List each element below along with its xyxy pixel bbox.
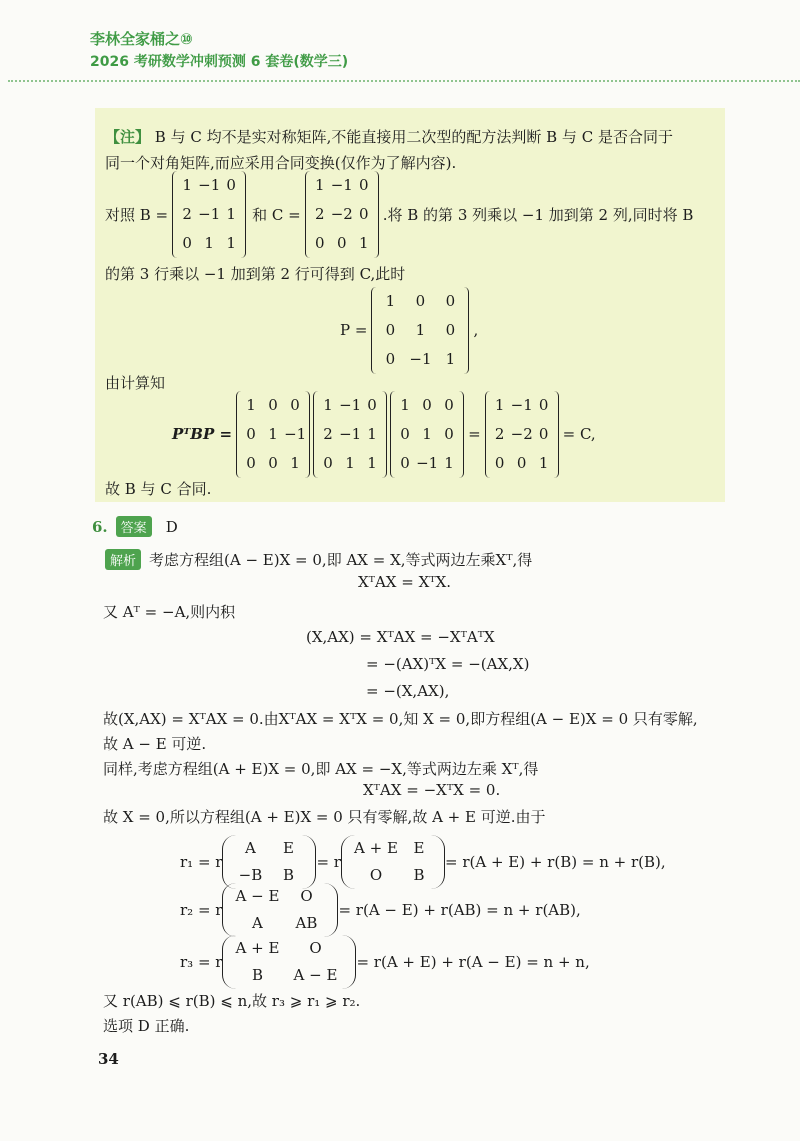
eq-2c: = −(X,AX), xyxy=(366,682,450,700)
matrix-p-cell: 1 xyxy=(385,291,396,310)
analysis-text-3: 故(X,AX) = XᵀAX = 0.由XᵀAX = XᵀX = 0,知 X = 0,即方程组(A − E)X = 0 只有零解, xyxy=(103,710,698,728)
page-number: 34 xyxy=(98,1050,119,1068)
block-cell: −B xyxy=(238,866,263,884)
matrix-p2-cell: 0 xyxy=(422,395,432,414)
matrix-p-cell: 0 xyxy=(385,349,396,368)
matrix-c-cell: −1 xyxy=(330,175,353,194)
and-c-label: 和 C = xyxy=(252,205,301,224)
matrix-p-cell: 0 xyxy=(415,291,426,310)
r3-line xyxy=(180,932,590,992)
analysis-text-5: 同样,考虑方程组(A + E)X = 0,即 AX = −X,等式两边左乘 Xᵀ,得 xyxy=(103,760,539,778)
eq-1: XᵀAX = XᵀX. xyxy=(358,573,452,591)
matrix-p-cell: 1 xyxy=(445,349,456,368)
note-line-1 xyxy=(105,126,673,147)
note-conclusion: 故 B 与 C 合同. xyxy=(105,480,212,498)
matrix-p-cell: 0 xyxy=(445,291,456,310)
block-cell: AB xyxy=(295,914,318,932)
matrix-c-cell: 2 xyxy=(314,204,325,223)
matrix-c-cell: 1 xyxy=(314,175,325,194)
note-text-1: B 与 C 均不是实对称矩阵,不能直接用二次型的配方法判断 B 与 C 是否合同于 xyxy=(154,128,673,146)
r3-label: r₃ = r xyxy=(180,953,223,971)
matrix-c-cell: 0 xyxy=(358,175,369,194)
matrix-b-cell: 1 xyxy=(226,233,236,252)
matrix-b-cell: 0 xyxy=(226,175,236,194)
analysis-text-4: 故 A − E 可逆. xyxy=(103,735,207,753)
matrix-p-2 xyxy=(390,391,464,478)
matrix-b-cell: 1 xyxy=(226,204,236,223)
compare-prefix: 对照 B = xyxy=(105,205,169,224)
r1-label: r₁ = r xyxy=(180,853,223,871)
analysis-text-2: 又 Aᵀ = −A,则内积 xyxy=(103,603,236,621)
matrix-c xyxy=(305,171,379,258)
matrix-c2-cell: −1 xyxy=(510,395,533,414)
matrix-b xyxy=(172,171,246,258)
matrix-p2-cell: 0 xyxy=(444,424,454,443)
calc-text: 由计算知 xyxy=(105,374,166,392)
r3-tail: = r(A + E) + r(A − E) = n + n, xyxy=(356,953,590,971)
analysis-text-8: 选项 D 正确. xyxy=(103,1017,190,1035)
matrix-b-cell: −1 xyxy=(198,204,221,223)
matrix-b2-cell: −1 xyxy=(339,395,362,414)
matrix-pt-cell: 0 xyxy=(246,453,256,472)
r2-label: r₂ = r xyxy=(180,901,223,919)
matrix-c2-cell: 0 xyxy=(538,424,549,443)
matrix-b-cell: 0 xyxy=(182,233,192,252)
ptbp-result: = C, xyxy=(562,425,596,443)
block-cell: E xyxy=(413,839,425,857)
matrix-b2-cell: 2 xyxy=(323,424,333,443)
block-cell: A + E xyxy=(354,839,398,857)
r1-tail: = r(A + E) + r(B) = n + r(B), xyxy=(444,853,666,871)
matrix-p2-cell: 1 xyxy=(422,424,432,443)
matrix-p-cell: 0 xyxy=(385,320,396,339)
matrix-c2-cell: 1 xyxy=(494,395,505,414)
matrix-c2-cell: 2 xyxy=(494,424,505,443)
analysis-text-1: 考虑方程组(A − E)X = 0,即 AX = X,等式两边左乘Xᵀ,得 xyxy=(149,551,533,569)
matrix-b2-cell: 1 xyxy=(367,424,377,443)
matrix-b-cell: 2 xyxy=(182,204,192,223)
matrix-c-2 xyxy=(485,391,559,478)
note-line-2: 同一个对角矩阵,而应采用合同变换(仅作为了解内容). xyxy=(105,154,457,172)
matrix-c2-cell: 0 xyxy=(494,453,505,472)
matrix-c-cell: −2 xyxy=(330,204,353,223)
matrix-pt-cell: 1 xyxy=(246,395,256,414)
matrix-pt xyxy=(236,391,310,478)
answer-tag: 答案 xyxy=(116,516,152,537)
q6-analysis-line xyxy=(105,549,532,570)
matrix-pt-cell: 1 xyxy=(268,424,278,443)
matrix-b2-cell: 1 xyxy=(367,453,377,472)
matrix-pt-cell: 1 xyxy=(290,453,300,472)
matrix-c-cell: 0 xyxy=(336,233,347,252)
matrix-b-2 xyxy=(313,391,387,478)
book-title: 2026 考研数学冲刺预测 6 套卷(数学三) xyxy=(90,54,349,70)
block-cell: B xyxy=(282,866,294,884)
matrix-pt-cell: 0 xyxy=(268,453,278,472)
r2-tail: = r(A − E) + r(AB) = n + r(AB), xyxy=(338,901,581,919)
matrix-c2-cell: 0 xyxy=(538,395,549,414)
matrix-p2-cell: 0 xyxy=(400,453,410,472)
analysis-text-7: 又 r(AB) ⩽ r(B) ⩽ n,故 r₃ ⩾ r₁ ⩾ r₂. xyxy=(103,992,361,1010)
block-cell: A xyxy=(245,839,256,857)
matrix-b-cell: 1 xyxy=(204,233,214,252)
matrix-c2-cell: 1 xyxy=(538,453,549,472)
r3-block-matrix xyxy=(222,935,356,989)
matrix-b2-cell: 0 xyxy=(323,453,333,472)
matrix-c-cell: 1 xyxy=(358,233,369,252)
matrix-b-cell: −1 xyxy=(198,175,221,194)
matrix-c2-cell: −2 xyxy=(510,424,533,443)
matrix-p-cell: 0 xyxy=(445,320,456,339)
r2-line xyxy=(180,880,581,940)
matrix-b-cell: 1 xyxy=(182,175,192,194)
matrix-p2-cell: 0 xyxy=(400,424,410,443)
q6-answer-line xyxy=(92,516,178,537)
eq-3: XᵀAX = −XᵀX = 0. xyxy=(363,781,501,799)
block-cell: A − E xyxy=(293,966,338,984)
p-label: P = xyxy=(340,321,368,339)
matrix-pt-cell: 0 xyxy=(246,424,256,443)
block-cell: O xyxy=(309,939,322,957)
matrix-c-cell: 0 xyxy=(358,204,369,223)
matrix-p xyxy=(371,287,469,374)
matrix-c-cell: 0 xyxy=(314,233,325,252)
note-tag: 【注】 xyxy=(105,128,151,146)
matrix-p2-cell: 0 xyxy=(444,395,454,414)
matrix-b2-cell: −1 xyxy=(339,424,362,443)
matrix-p2-cell: −1 xyxy=(416,453,439,472)
block-cell: A − E xyxy=(235,887,280,905)
block-cell: O xyxy=(300,887,313,905)
note-line-4: 的第 3 行乘以 −1 加到第 2 行可得到 C,此时 xyxy=(105,265,406,283)
eq-2a: (X,AX) = XᵀAX = −XᵀAᵀX xyxy=(306,628,495,646)
matrix-p-cell: 1 xyxy=(415,320,426,339)
matrix-pt-cell: 0 xyxy=(290,395,300,414)
header-divider xyxy=(8,80,800,82)
matrix-pt-cell: −1 xyxy=(284,424,307,443)
analysis-tag: 解析 xyxy=(105,549,141,570)
r1-mid: = r xyxy=(316,853,341,871)
matrix-b2-cell: 1 xyxy=(345,453,355,472)
series-title: 李林全家桶之⑩ xyxy=(90,30,193,48)
block-cell: E xyxy=(282,839,294,857)
ptbp-label: PᵀBP = xyxy=(172,425,233,443)
matrix-p2-cell: 1 xyxy=(444,453,454,472)
block-cell: B xyxy=(413,866,425,884)
q6-number: 6. xyxy=(92,517,108,536)
matrix-b2-cell: 0 xyxy=(367,395,377,414)
p-matrix-line: P = 1 0 0 0 1 0 0 −1 1 , xyxy=(340,286,478,374)
block-cell: A xyxy=(252,914,263,932)
step-text: .将 B 的第 3 列乘以 −1 加到第 2 列,同时将 B xyxy=(382,205,694,224)
matrix-p-cell: −1 xyxy=(409,349,432,368)
matrix-pt-cell: 0 xyxy=(268,395,278,414)
block-cell: O xyxy=(369,866,383,884)
r2-block-matrix xyxy=(222,883,338,937)
eq-2b: = −(AX)ᵀX = −(AX,X) xyxy=(366,655,530,673)
answer-value: D xyxy=(165,517,178,536)
bc-matrices-line xyxy=(105,170,693,258)
block-cell: A + E xyxy=(235,939,280,957)
matrix-b2-cell: 1 xyxy=(323,395,333,414)
matrix-c2-cell: 0 xyxy=(516,453,527,472)
matrix-p2-cell: 1 xyxy=(400,395,410,414)
block-cell: B xyxy=(251,966,263,984)
ptbp-line: PᵀBP = 1 0 0 0 1 −1 0 0 1 1 −1 0 2 −1 1 0 1 1 1 0 0 0 1 0 0 −1 1 = 1 −1 0 2 −2 0 0 0 1 = C, xyxy=(172,390,596,478)
analysis-text-6: 故 X = 0,所以方程组(A + E)X = 0 只有零解,故 A + E 可逆.由于 xyxy=(103,808,546,826)
